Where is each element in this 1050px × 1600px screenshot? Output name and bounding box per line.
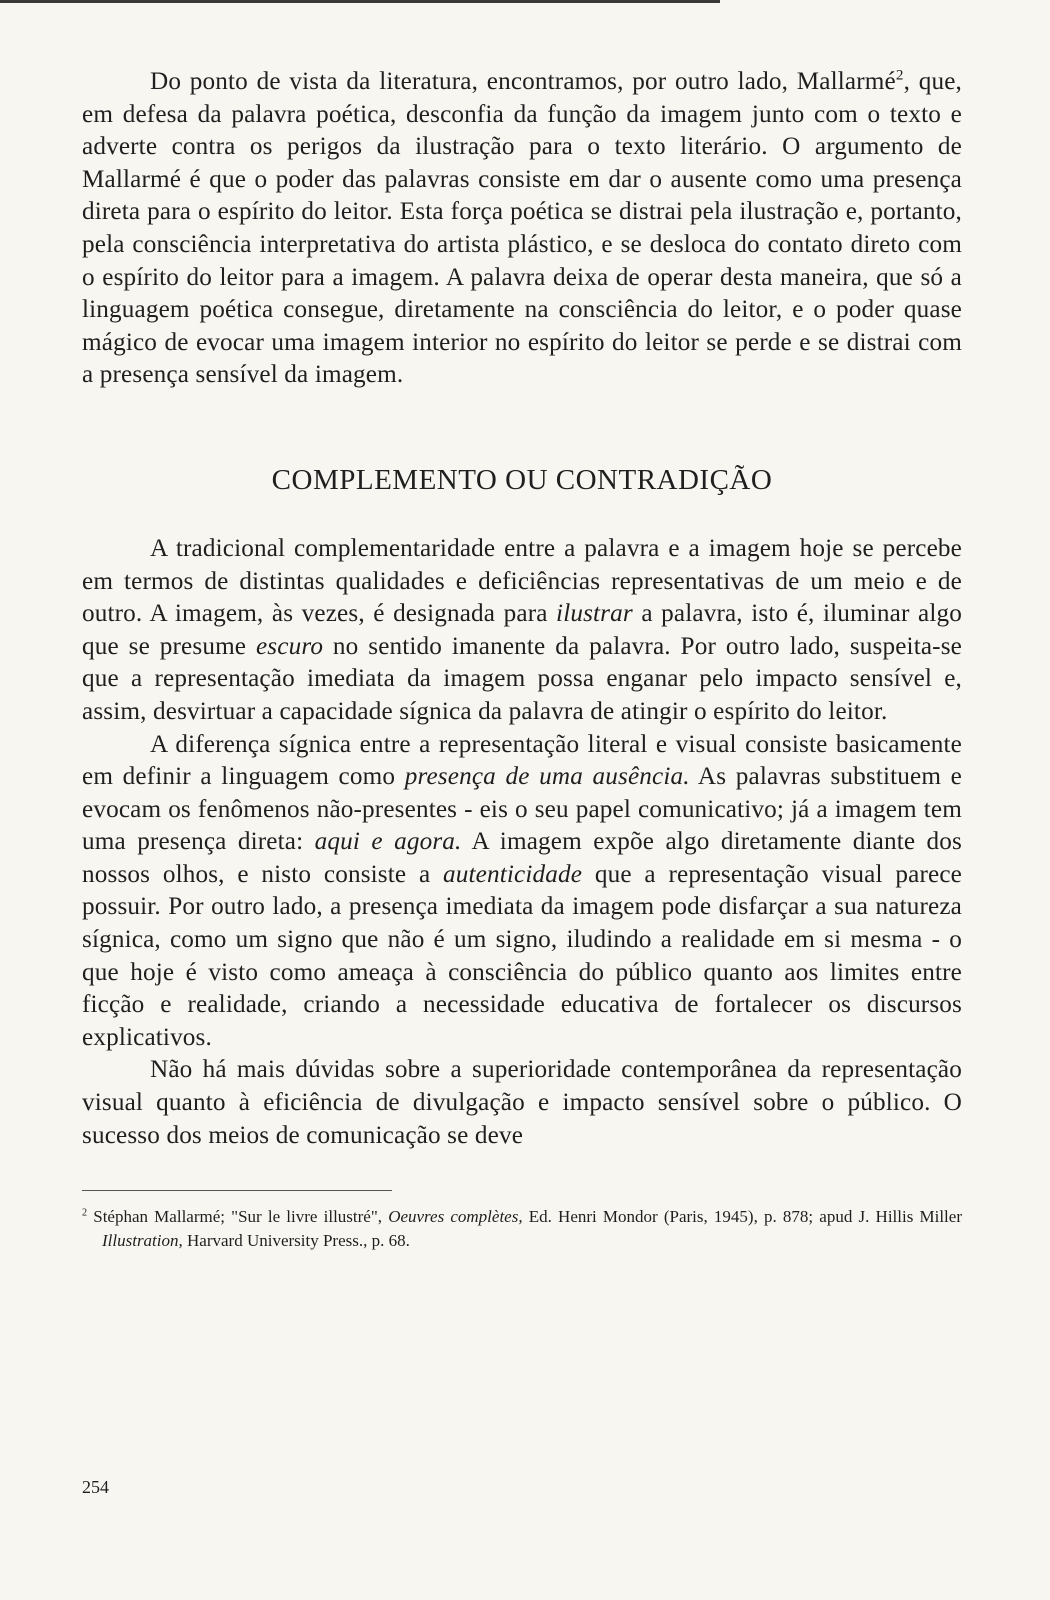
paragraph-2-text-c: no sentido imanente da palavra. Por outro lado, suspeita-se que a representação imediata da imagem possa enganar pelo impacto sensível e, assim, desvirtuar a capacidade sígnica da palavra de atingir o espírito do leitor.: [82, 632, 962, 725]
footnote-text-a: Stéphan Mallarmé; "Sur le livre illustré",: [87, 1207, 389, 1227]
paragraph-4-text: Não há mais dúvidas sobre a superioridade contemporânea da representação visual quanto à eficiência de divulgação e impacto sensível sobre o público. O sucesso dos meios de comunicação se deve: [82, 1056, 962, 1149]
paragraph-3-text-c: A imagem expõe algo diretamente diante dos nossos olhos, e nisto consiste a: [82, 828, 962, 888]
footnote-text-c: Harvard University Press., p. 68.: [182, 1231, 410, 1251]
paragraph-1-text-a: Do ponto de vista da literatura, encontramos, por outro lado, Mallarmé: [150, 68, 896, 95]
section-heading: COMPLEMENTO OU CONTRADIÇÃO: [271, 463, 773, 496]
paragraph-superioridade: [82, 1054, 962, 1152]
paragraph-mallarme: [82, 66, 962, 392]
footnote-2: [82, 1205, 962, 1253]
footnote-divider: [82, 1190, 392, 1191]
paragraph-diferenca-signica: [82, 729, 962, 1055]
footnote-text-b: Ed. Henri Mondor (Paris, 1945), p. 878; apud J. Hillis Miller: [522, 1207, 962, 1227]
paragraph-3-text-b: As palavras substituem e evocam os fenômenos não-presentes - eis o seu papel comunicativo; já a imagem tem uma presença direta:: [82, 763, 962, 856]
paragraph-3-text-d: que a representação visual parece possuir. Por outro lado, a presença imediata da imagem pode disfarçar a sua natureza sígnica, como um signo que não é um signo, iludindo a realidade em si mesma - o que hoje é visto como ameaça à consciência do público quanto aos limites entre ficção e realidade, criando a necessidade educativa de fortalecer os discursos explicativos.: [82, 860, 962, 1051]
italic-ilustrar: ilustrar: [556, 600, 633, 628]
footnote-marker: 2: [82, 1207, 88, 1219]
paragraph-complementaridade: [82, 533, 962, 729]
paragraph-2-text-a: A tradicional complementaridade entre a palavra e a imagem hoje se percebe em termos de distintas qualidades e deficiências representativas de um meio e de outro. A imagem, às vezes, é designada para: [82, 534, 962, 628]
page-top-edge: [0, 0, 720, 3]
paragraph-1-text-b: , que, em defesa da palavra poética, desconfia da função da imagem junto com o texto e adverte contra os perigos da ilustração para o texto literário. O argumento de Mallarmé é que o poder das palavras consiste em dar o ausente como uma presença direta para o espírito do leitor. Esta força poética se distrai pela ilustração e, portanto, pela consciência interpretativa do artista plástico, e se desloca do contato direto com o espírito do leitor para a imagem. A palavra deixa de operar desta maneira, que só a linguagem poética consegue, diretamente na consciência do leitor, e o poder quase mágico de evocar uma imagem interior no espírito do leitor se perde e se distrai com a presença sensível da imagem.: [82, 68, 962, 389]
italic-aqui-agora: aqui e agora.: [314, 828, 462, 856]
italic-escuro: escuro: [255, 632, 324, 660]
footnote-italic-oeuvres: Oeuvres complètes,: [388, 1207, 523, 1227]
paragraph-2-text-b: a palavra, isto é, iluminar algo que se presume: [82, 600, 962, 660]
italic-autenticidade: autenticidade: [443, 860, 583, 888]
italic-presenca-ausencia: presença de uma ausência.: [404, 763, 690, 791]
page-number: 254: [82, 1477, 109, 1497]
footnote-italic-illustration: Illustration,: [102, 1231, 183, 1251]
footnote-reference[interactable]: 2: [895, 67, 904, 84]
paragraph-3-text-a: A diferença sígnica entre a representação literal e visual consiste basicamente em definir a linguagem como: [82, 730, 962, 791]
book-page: [82, 66, 962, 1253]
